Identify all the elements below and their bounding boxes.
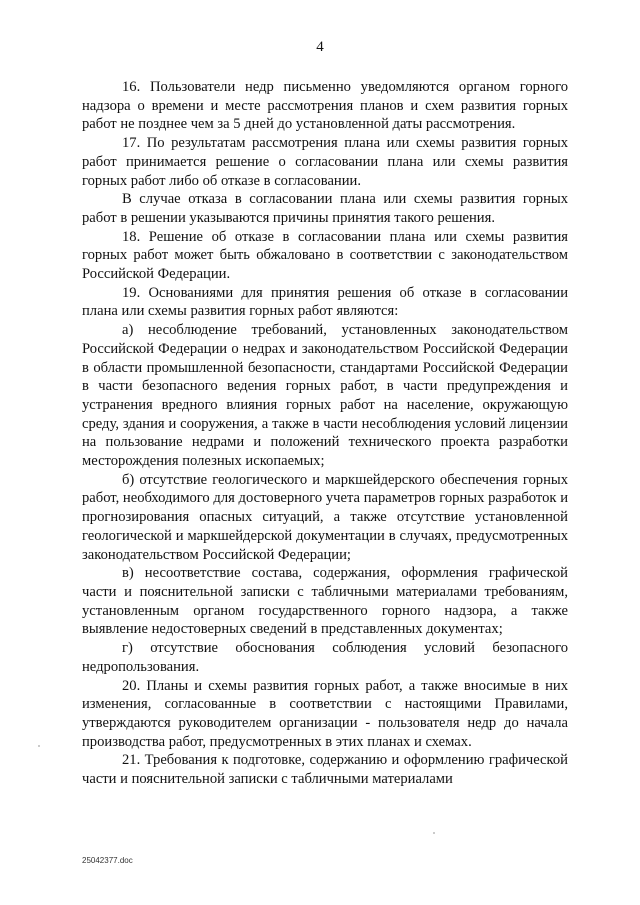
- paragraph-16: 16. Пользователи недр письменно уведомляются органом горного надзора о времени и месте рассмотрения планов и схем развития горных работ не позднее чем за 5 дней до установленной даты рассмотрения.: [82, 79, 568, 133]
- page-number: 4: [316, 39, 324, 55]
- paragraph-19-g: г) отсутствие обоснования соблюдения условий безопасного недропользования.: [82, 640, 568, 675]
- paragraph-17: 17. По результатам рассмотрения плана или схемы развития горных работ принимается решение о согласовании плана или схемы развития горных работ либо об отказе в согласовании.: [82, 135, 568, 189]
- paragraph-19-b: б) отсутствие геологического и маркшейдерского обеспечения горных работ, необходимого для достоверного учета параметров горных разработок и прогнозирования опасных ситуаций, а также отсутствие установленной геологической и маркшейдерской документации в случаях, предусмотренных законодательством Российской Федерации;: [82, 471, 568, 563]
- paragraph-18: 18. Решение об отказе в согласовании плана или схемы развития горных работ может быть обжаловано в соответствии с законодательством Российской Федерации.: [82, 228, 568, 283]
- document-body: [82, 78, 568, 789]
- paragraph-20: 20. Планы и схемы развития горных работ, а также вносимые в них изменения, согласованные в соответствии с настоящими Правилами, утверждаются руководителем организации - пользователя недр до начала производства работ, предусмотренных в этих планах и схемах.: [82, 677, 568, 750]
- scan-speck: [38, 745, 40, 747]
- paragraph-17-refusal: В случае отказа в согласовании плана или схемы развития горных работ в решении указываются причины принятия такого решения.: [82, 191, 568, 226]
- paragraph-19-a: а) несоблюдение требований, установленных законодательством Российской Федерации о недрах и законодательством Российской Федерации в области промышленной безопасности, стандартами Российской Федерации в части безопасного ведения горных работ, в части предупреждения и устранения вредного влияния горных работ на население, окружающую среду, здания и сооружения, а также в части несоблюдения условий лицензии на пользование недрами и положений технического проекта разработки месторождения полезных ископаемых;: [82, 322, 568, 470]
- paragraph-21: 21. Требования к подготовке, содержанию и оформлению графической части и пояснительной записки с табличными материалами: [82, 752, 568, 788]
- paragraph-19-v: в) несоответствие состава, содержания, оформления графической части и пояснительной записки с табличными материалами требованиям, установленным органом государственного горного надзора, а также выявление недостоверных сведений в представленных документах;: [82, 565, 568, 638]
- scan-speck: [433, 832, 435, 834]
- document-filename: 25042377.doc: [82, 856, 133, 865]
- paragraph-19: 19. Основаниями для принятия решения об отказе в согласовании плана или схемы развития горных работ являются:: [82, 284, 568, 320]
